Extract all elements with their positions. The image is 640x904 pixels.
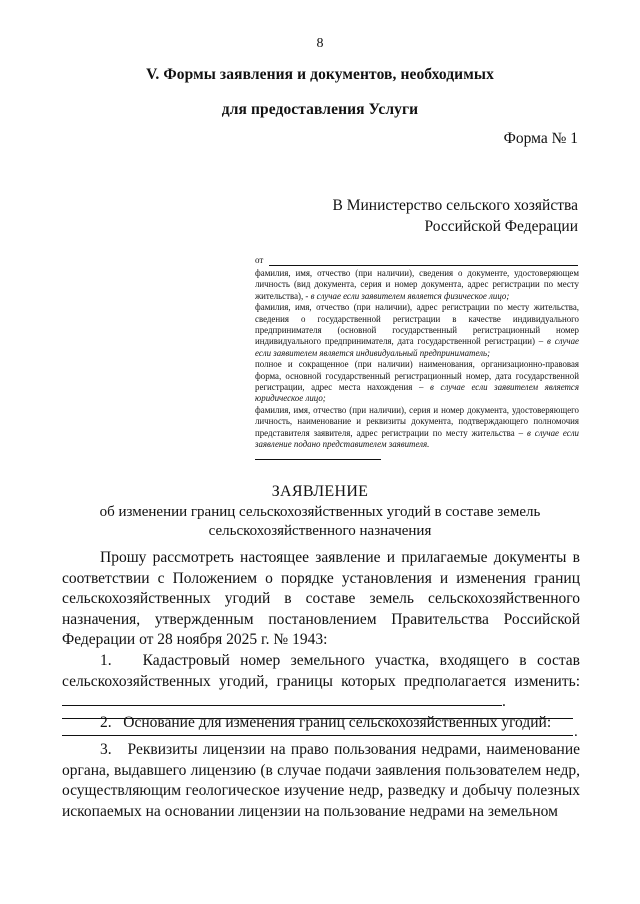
recipient-line1: В Министерство сельского хозяйства: [332, 197, 578, 214]
item-2-end: .: [574, 724, 578, 740]
applicant-note: [255, 268, 579, 451]
applicant-note-representative: фамилия, имя, отчество (при наличии), серия и номер документа, удостоверяющего личность, наименование и реквизиты документа, подтверждающего полномочия представителя заявителя, адрес регистрации по месту жительства – в случае если заявление подано представителем заявителя.: [255, 404, 579, 450]
item-3-block: [62, 740, 580, 822]
from-field: [255, 255, 578, 267]
item-2: 2. Основание для изменения границ сельскохозяйственных угодий:: [100, 713, 552, 731]
page-number: 8: [316, 36, 324, 51]
basis-field-line-2[interactable]: [62, 735, 573, 736]
basis-field-line-1[interactable]: [62, 718, 573, 719]
cadastral-number-field[interactable]: [62, 693, 502, 706]
applicant-note-entrepreneur: фамилия, имя, отчество (при наличии), адрес регистрации по месту жительства, сведения о государственной регистрации в качестве индивидуального предпринимателя (основной государственный регистрационный номер индивидуального предпринимателя, дата государственной регистрации) – в случае если заявителем является индивидуальный предприниматель;: [255, 302, 579, 358]
item-1: 1. Кадастровый номер земельного участка, входящего в состав сельскохозяйственных угодий, границы которых предполагается изменить:.: [62, 651, 580, 711]
item-3: 3. Реквизиты лицензии на право пользования недрами, наименование органа, выдавшего лицензию (в случае подачи заявления пользователем недр, осуществляющим геологическое изучение недр, разведку и добычу полезных ископаемых на основании лицензии на пользование недрами на земельном: [62, 741, 580, 820]
from-fill-line: [269, 265, 578, 266]
form-label: Форма № 1: [503, 130, 578, 147]
statement-body: [62, 548, 580, 733]
intro-paragraph: Прошу рассмотреть настоящее заявление и прилагаемые документы в соответствии с Положением о порядке установления и изменения границ сельскохозяйственных угодий в составе земель сельскохозяйственного назначения, утвержденным постановлением Правительства Российской Федерации от 28 ноября 2025 г. № 1943:: [62, 549, 580, 649]
recipient-block: [333, 195, 578, 237]
statement-subtitle-line2: сельскохозяйственного назначения: [208, 523, 432, 539]
statement-title: ЗАЯВЛЕНИЕ: [271, 483, 369, 500]
statement-subtitle-line1: об изменении границ сельскохозяйственных угодий в составе земель: [99, 504, 541, 520]
recipient-line2: Российской Федерации: [424, 218, 578, 235]
applicant-note-individual: фамилия, имя, отчество (при наличии), сведения о документе, удостоверяющем личность (вид документа, серия и номер документа, адрес регистрации по месту жительства), - в случае если заявителем является физическое лицо;: [255, 268, 579, 301]
note-end-rule: [255, 459, 381, 460]
section-title-line1: V. Формы заявления и документов, необходимых: [146, 66, 494, 83]
applicant-note-legal-entity: полное и сокращенное (при наличии) наименования, организационно-правовая форма, основной государственный регистрационный номер, дата государственной регистрации, адрес места нахождения – в случае если заявителем является юридическое лицо;: [255, 359, 579, 404]
section-title-line2: для предоставления Услуги: [221, 101, 419, 118]
from-label: от: [255, 255, 264, 265]
